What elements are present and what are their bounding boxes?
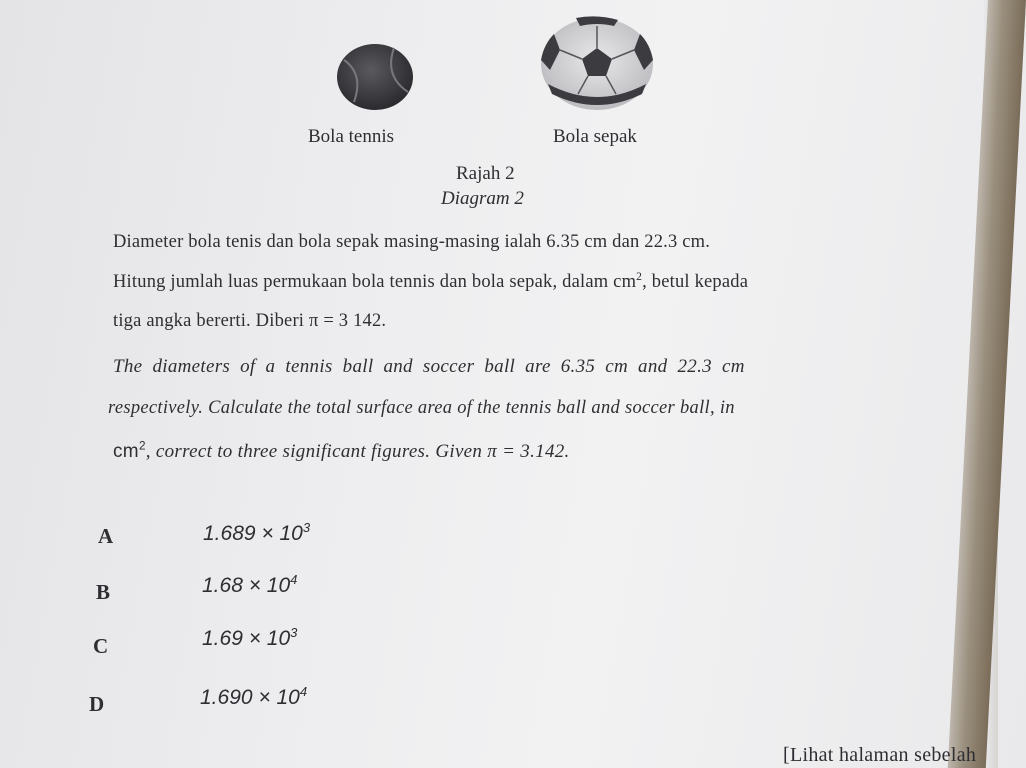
question-malay-line-3: tiga angka bererti. Diberi π = 3 142. [113, 311, 387, 331]
option-a-letter: A [98, 524, 114, 548]
tennis-ball-image [334, 40, 416, 112]
question-english-line-2: respectively. Calculate the total surface area of the tennis ball and soccer ball, in [108, 398, 735, 418]
soccer-ball-label: Bola sepak [553, 126, 637, 147]
option-b-value: $1.68 \times 10^4$ [202, 572, 298, 597]
diagram-title-english: Diagram 2 [441, 188, 524, 209]
question-malay-line-1: Diameter bola tenis dan bola sepak masing-masing ialah 6.35 cm dan 22.3 cm. [113, 232, 711, 252]
question-english-line-1: The diameters of a tennis ball and soccer ball are 6.35 cm and 22.3 cm [113, 356, 745, 377]
question-malay-line-2: Hitung jumlah luas permukaan bola tennis dan bola sepak, dalam $cm^2$, betul kepada [113, 270, 749, 292]
option-a-value: $1.689 \times 10^3$ [203, 520, 311, 545]
diagram-title-malay: Rajah 2 [456, 163, 515, 184]
soccer-ball-image [538, 14, 656, 112]
tennis-ball-label: Bola tennis [308, 126, 395, 147]
option-d-value: $1.690 \times 10^4$ [200, 684, 308, 709]
option-d-letter: D [89, 692, 105, 716]
option-c-value: $1.69 \times 10^3$ [202, 625, 298, 650]
footer-see-next-page: [Lihat halaman sebelah [783, 744, 977, 766]
option-b-letter: B [96, 580, 111, 604]
question-english-line-3: $cm^2$, correct to three significant figures. Given π = 3.142. [113, 439, 570, 462]
page-edge [948, 0, 1026, 768]
option-c-letter: C [93, 634, 109, 658]
